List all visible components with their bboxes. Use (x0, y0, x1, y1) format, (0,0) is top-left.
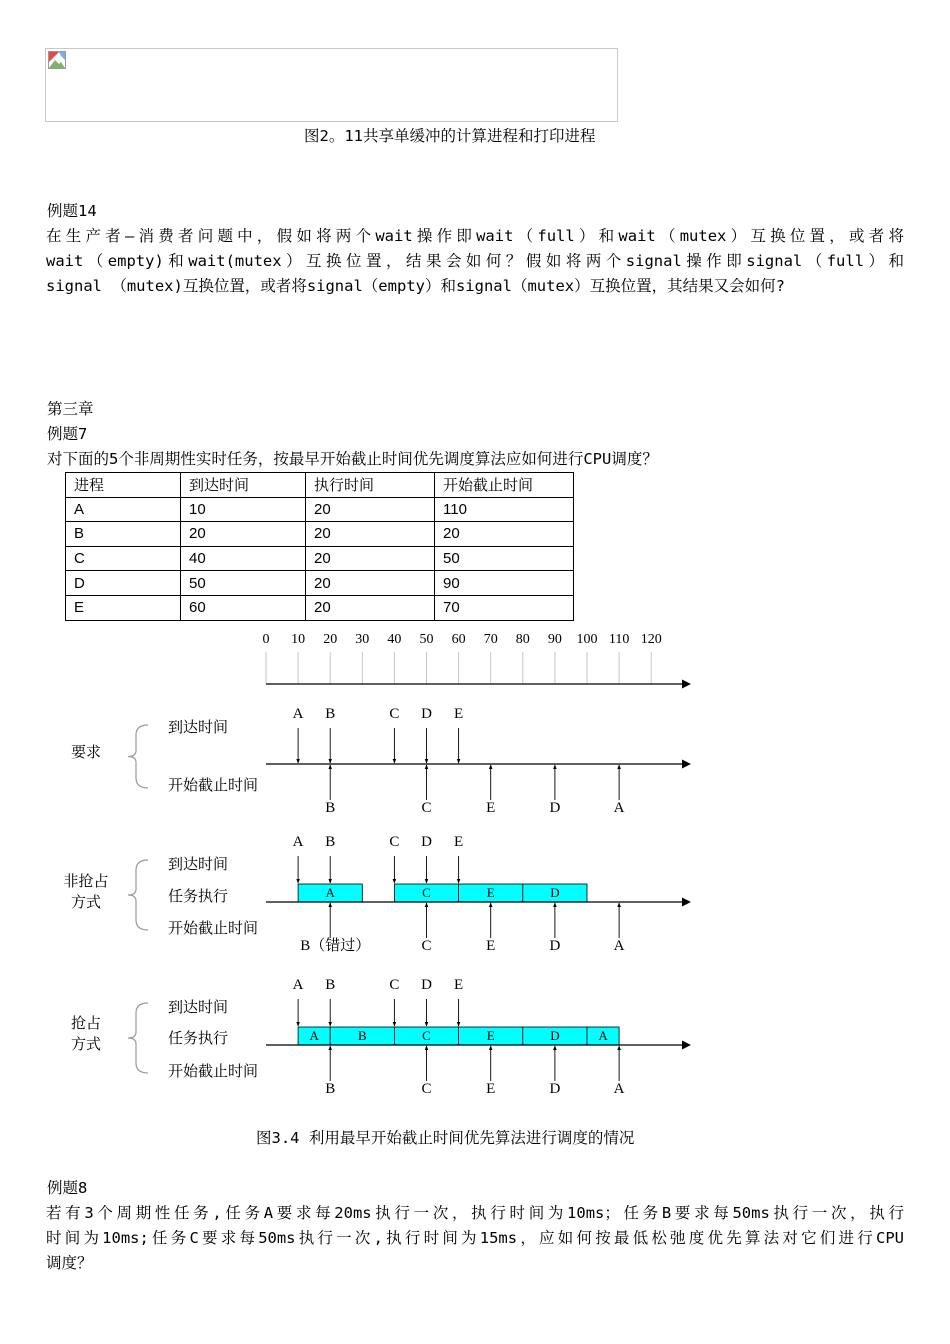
section-name: 非抢占 (63, 874, 109, 890)
edf-scheduling-diagram (0, 620, 950, 1125)
axis-tick-label: 120 (640, 632, 662, 647)
arrival-task-label: B (325, 834, 336, 850)
example8-line-1: 若有3个周期性任务,任务A要求每20ms执行一次，执行时间为10ms；任务B要求每50ms执行一次，执行 (46, 1204, 904, 1222)
axis-tick-label: 30 (355, 632, 370, 647)
arrival-task-label: A (292, 706, 304, 722)
figure-2-11-image-placeholder (45, 48, 618, 122)
example14-line-3: signal （mutex)互换位置，或者将signal（empty）和signal（mutex）互换位置，其结果又会如何? (46, 277, 785, 295)
arrival-task-label: E (454, 834, 464, 850)
execution-block-label: C (422, 1028, 431, 1043)
arrival-task-label: D (421, 834, 432, 850)
table-cell: 20 (435, 522, 574, 547)
schedule-section (71, 977, 690, 1097)
table-cell: 20 (306, 546, 435, 571)
execution-block-label: D (550, 1028, 560, 1043)
arrival-task-label: C (389, 706, 400, 722)
deadline-task-label: C (421, 800, 432, 816)
table-cell: 20 (306, 571, 435, 596)
axis-tick-label: 20 (323, 632, 338, 647)
task-table (65, 472, 574, 621)
axis-tick-label: 50 (419, 632, 434, 647)
chapter3-title: 第三章 (47, 400, 94, 418)
axis-tick-label: 100 (576, 632, 598, 647)
execution-block-label: A (598, 1028, 608, 1043)
deadline-task-label: D (549, 938, 561, 954)
figure-2-11-caption: 图2。11共享单缓冲的计算进程和打印进程 (304, 127, 596, 145)
deadline-task-label: D (549, 800, 561, 816)
execution-block-label: C (422, 885, 431, 900)
deadline-task-label: E (486, 800, 496, 816)
figure-3-4-caption: 图3.4 利用最早开始截止时间优先算法进行调度的情况 (256, 1129, 635, 1147)
section-name: 抢占 (70, 1016, 102, 1032)
table-cell: 20 (306, 522, 435, 547)
arrival-task-label: C (389, 834, 400, 850)
table-row (66, 497, 574, 522)
arrival-time-label: 到达时间 (168, 1000, 229, 1016)
example14-title: 例题14 (47, 202, 97, 220)
table-cell: D (66, 571, 181, 596)
schedule-section (71, 706, 690, 816)
table-cell: 50 (181, 571, 306, 596)
table-cell: 90 (435, 571, 574, 596)
example8-title: 例题8 (47, 1179, 88, 1197)
arrival-task-label: D (421, 977, 432, 993)
deadline-task-label: A (613, 1081, 625, 1097)
execution-block-label: E (486, 885, 495, 900)
schedule-section (63, 834, 690, 954)
arrival-task-label: A (292, 977, 304, 993)
deadline-task-label: E (486, 1081, 496, 1097)
example8-line-3: 调度？ (46, 1254, 93, 1272)
table-cell: 20 (181, 522, 306, 547)
axis-tick-label: 110 (608, 632, 630, 647)
execution-block-label: A (325, 885, 335, 900)
arrival-time-label: 到达时间 (168, 720, 229, 736)
table-cell: 50 (435, 546, 574, 571)
arrival-task-label: D (421, 706, 432, 722)
example7-title: 例题7 (47, 425, 88, 443)
example14-line-2: wait（empty)和wait(mutex）互换位置，结果会如何？假如将两个signal操作即signal（full）和 (46, 252, 904, 270)
section-name: 方式 (70, 1037, 102, 1053)
table-row (66, 571, 574, 596)
table-cell: B (66, 522, 181, 547)
axis-tick-label: 90 (547, 632, 562, 647)
section-name: 要求 (70, 745, 102, 761)
execution-block-label: E (486, 1028, 495, 1043)
deadline-label: 开始截止时间 (168, 921, 259, 937)
deadline-task-label: C (421, 938, 432, 954)
section-brace (128, 860, 148, 930)
table-cell: 20 (306, 497, 435, 522)
example8-line-2: 时间为10ms;任务C要求每50ms执行一次,执行时间为15ms，应如何按最低松弛度优先算法对它们进行CPU (46, 1229, 904, 1247)
deadline-task-label: D (549, 1081, 561, 1097)
arrival-task-label: E (454, 977, 464, 993)
table-row (66, 522, 574, 547)
section-brace (128, 725, 148, 788)
deadline-task-label: C (421, 1081, 432, 1097)
section-name: 方式 (70, 895, 102, 911)
table-row (66, 546, 574, 571)
table-cell: 40 (181, 546, 306, 571)
deadline-task-label: E (486, 938, 496, 954)
table-header-cell: 开始截止时间 (435, 473, 574, 498)
table-cell: 20 (306, 595, 435, 620)
deadline-label: 开始截止时间 (168, 1064, 259, 1080)
table-cell: A (66, 497, 181, 522)
axis-tick-label: 10 (291, 632, 306, 647)
broken-image-icon (48, 51, 66, 69)
deadline-task-label: A (613, 800, 625, 816)
arrival-time-label: 到达时间 (168, 857, 229, 873)
table-header-cell: 执行时间 (306, 473, 435, 498)
deadline-label: 开始截止时间 (168, 778, 259, 794)
table-cell: 110 (435, 497, 574, 522)
arrival-task-label: E (454, 706, 464, 722)
execution-block-label: D (550, 885, 560, 900)
deadline-task-label: B (325, 1081, 336, 1097)
table-cell: C (66, 546, 181, 571)
arrival-task-label: A (292, 834, 304, 850)
table-header-cell: 到达时间 (181, 473, 306, 498)
table-cell: 70 (435, 595, 574, 620)
task-table-header-row (66, 473, 574, 498)
table-row (66, 595, 574, 620)
axis-tick-label: 60 (451, 632, 466, 647)
example14-line-1: 在生产者—消费者问题中，假如将两个wait操作即wait（full）和wait（mutex）互换位置，或者将 (46, 227, 904, 245)
task-execution-label: 任务执行 (168, 889, 229, 905)
table-cell: E (66, 595, 181, 620)
table-header-cell: 进程 (66, 473, 181, 498)
task-execution-label: 任务执行 (168, 1031, 229, 1047)
arrival-task-label: C (389, 977, 400, 993)
execution-block-label: B (357, 1028, 367, 1043)
axis-tick-label: 80 (515, 632, 530, 647)
arrival-task-label: B (325, 706, 336, 722)
axis-tick-label: 0 (262, 632, 270, 647)
execution-block-label: A (309, 1028, 319, 1043)
axis-tick-label: 40 (387, 632, 402, 647)
table-cell: 60 (181, 595, 306, 620)
table-cell: 10 (181, 497, 306, 522)
section-brace (128, 1003, 148, 1073)
axis-tick-label: 70 (483, 632, 498, 647)
arrival-task-label: B (325, 977, 336, 993)
deadline-task-label: A (613, 938, 625, 954)
deadline-task-label: B（错过） (300, 938, 371, 954)
example7-question: 对下面的5个非周期性实时任务，按最早开始截止时间优先调度算法应如何进行CPU调度？ (47, 450, 658, 468)
deadline-task-label: B (325, 800, 336, 816)
